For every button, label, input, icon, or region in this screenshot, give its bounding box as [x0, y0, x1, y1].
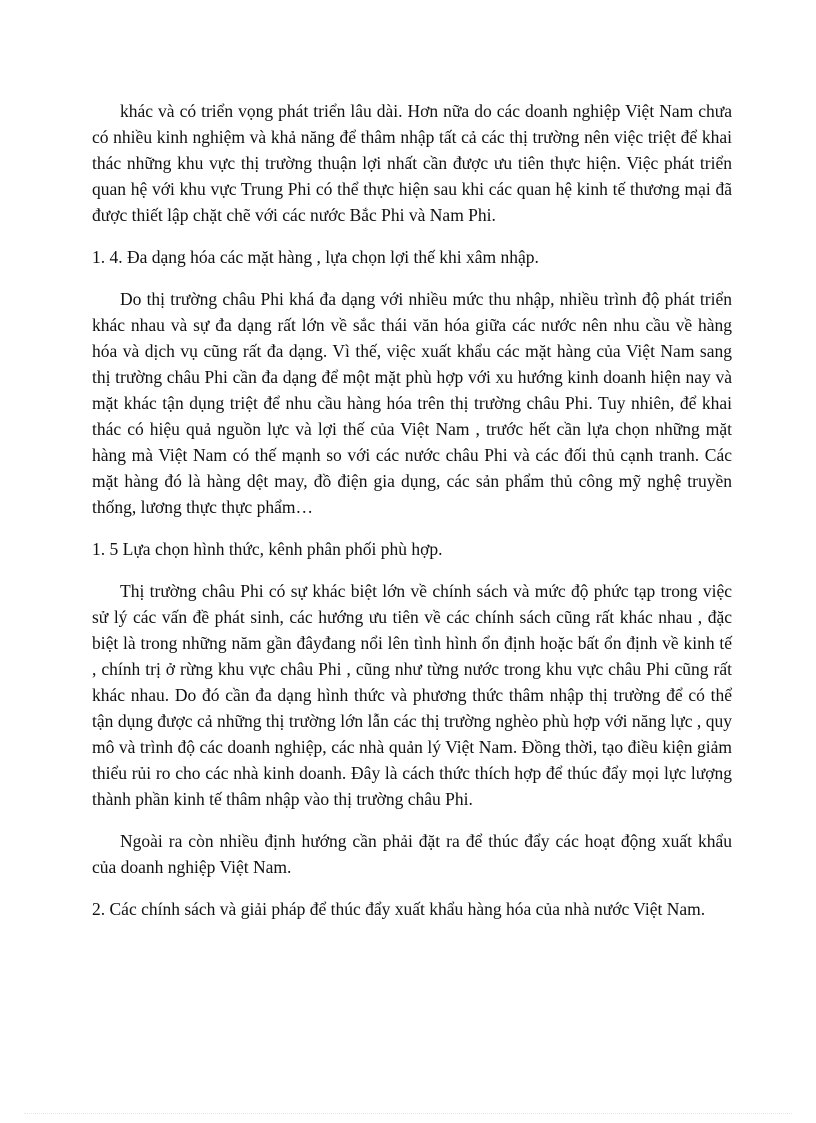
paragraph-spacer	[92, 228, 732, 244]
paragraph-other-directions: Ngoài ra còn nhiều định hướng cần phải đặt ra để thúc đẩy các hoạt động xuất khẩu của doanh nghiệp Việt Nam.	[92, 831, 732, 877]
paragraph-spacer	[92, 812, 732, 828]
document-body	[92, 98, 732, 922]
paragraph-spacer	[92, 562, 732, 578]
section-heading-2: 2. Các chính sách và giải pháp để thúc đẩy xuất khẩu hàng hóa của nhà nước Việt Nam.	[92, 899, 706, 919]
section-heading-1-4: 1. 4. Đa dạng hóa các mặt hàng , lựa chọn lợi thế khi xâm nhập.	[92, 247, 539, 267]
paragraph-spacer	[92, 880, 732, 896]
paragraph-spacer	[92, 520, 732, 536]
paragraph-spacer	[92, 270, 732, 286]
paragraph-diversify-products: Do thị trường châu Phi khá đa dạng với nhiều mức thu nhập, nhiều trình độ phát triển khác nhau và sự đa dạng rất lớn về sắc thái văn hóa giữa các nước nên nhu cầu về hàng hóa và dịch vụ cũng rất đa dạng. Vì thế, việc xuất khẩu các mặt hàng của Việt Nam sang thị trường châu Phi cần đa dạng để một mặt phù hợp với xu hướng kinh doanh hiện nay và mặt khác tận dụng triệt để nhu cầu hàng hóa trên thị trường châu Phi. Tuy nhiên, để khai thác có hiệu quả nguồn lực và lợi thế của Việt Nam , trước hết cần lựa chọn những mặt hàng mà Việt Nam có thế mạnh so với các nước châu Phi và các đối thủ cạnh tranh. Các mặt hàng đó là hàng dệt may, đồ điện gia dụng, các sản phẩm thủ công mỹ nghệ truyền thống, lương thực thực phẩm…	[92, 289, 732, 517]
section-heading-1-5: 1. 5 Lựa chọn hình thức, kênh phân phối phù hợp.	[92, 539, 443, 559]
paragraph-distribution-channels: Thị trường châu Phi có sự khác biệt lớn về chính sách và mức độ phức tạp trong việc sử lý các vấn đề phát sinh, các hướng ưu tiên về các chính sách cũng rất khác nhau , đặc biệt là trong những năm gần đâyđang nổi lên tình hình ổn định hoặc bất ổn định về kinh tế , chính trị ở rừng khu vực châu Phi , cũng như từng nước trong khu vực châu Phi cũng rất khác nhau. Do đó cần đa dạng hình thức và phương thức thâm nhập thị trường để có thể tận dụng được cả những thị trường lớn lẫn các thị trường nghèo phù hợp với năng lực , quy mô và trình độ các doanh nghiệp, các nhà quản lý Việt Nam. Đồng thời, tạo điều kiện giảm thiểu rủi ro cho các nhà kinh doanh. Đây là cách thức thích hợp để thúc đẩy mọi lực lượng thành phần kinh tế thâm nhập vào thị trường châu Phi.	[92, 581, 732, 809]
page-bottom-divider	[24, 1113, 792, 1114]
paragraph-trung-phi: khác và có triển vọng phát triển lâu dài. Hơn nữa do các doanh nghiệp Việt Nam chưa có nhiều kinh nghiệm và khả năng để thâm nhập tất cả các thị trường nên việc triệt để khai thác những khu vực thị trường thuận lợi nhất cần được ưu tiên thực hiện. Việc phát triển quan hệ với khu vực Trung Phi có thể thực hiện sau khi các quan hệ kinh tế thương mại đã được thiết lập chặt chẽ với các nước Bắc Phi và Nam Phi.	[92, 101, 732, 225]
